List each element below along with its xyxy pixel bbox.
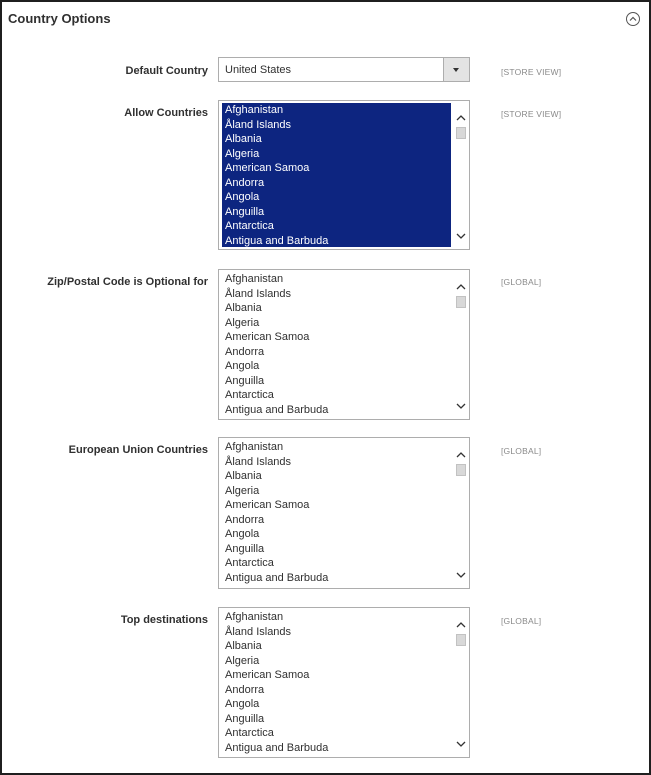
- scrollbar[interactable]: [454, 103, 468, 247]
- top-destinations-options: [222, 610, 451, 755]
- scroll-thumb[interactable]: [456, 464, 466, 476]
- option-item[interactable]: Åland Islands: [225, 118, 292, 131]
- option-item[interactable]: Antarctica: [225, 557, 274, 569]
- option-item[interactable]: Åland Islands: [225, 455, 292, 468]
- option-item[interactable]: Albania: [225, 470, 262, 482]
- scroll-up-icon[interactable]: [456, 450, 466, 460]
- option-item[interactable]: Angola: [225, 698, 260, 710]
- option-item[interactable]: American Samoa: [225, 499, 310, 511]
- scroll-up-icon[interactable]: [456, 282, 466, 292]
- option-item[interactable]: Afghanistan: [225, 611, 284, 623]
- default-country-select[interactable]: [218, 57, 470, 82]
- option-item[interactable]: American Samoa: [225, 162, 310, 174]
- allow-countries-scope: [STORE VIEW]: [501, 109, 562, 119]
- option-item[interactable]: Antigua and Barbuda: [225, 741, 329, 754]
- default-country-label: Default Country: [125, 65, 208, 77]
- scroll-down-icon[interactable]: [456, 231, 466, 241]
- allow-countries-multiselect[interactable]: [218, 100, 470, 250]
- option-item[interactable]: Algeria: [225, 654, 260, 667]
- option-item[interactable]: Antarctica: [225, 727, 274, 739]
- option-item[interactable]: Afghanistan: [225, 441, 284, 453]
- option-item[interactable]: Andorra: [225, 513, 265, 526]
- zip-optional-multiselect[interactable]: [218, 269, 470, 420]
- option-item[interactable]: American Samoa: [225, 331, 310, 343]
- option-item[interactable]: Albania: [225, 302, 262, 314]
- option-item[interactable]: Åland Islands: [225, 625, 292, 638]
- chevron-down-icon[interactable]: [443, 58, 469, 81]
- scroll-down-icon[interactable]: [456, 739, 466, 749]
- scrollbar[interactable]: [454, 440, 468, 586]
- scrollbar[interactable]: [454, 272, 468, 417]
- option-item[interactable]: Åland Islands: [225, 287, 292, 300]
- allow-countries-options: [222, 103, 451, 247]
- top-destinations-label: Top destinations: [120, 614, 208, 626]
- option-item[interactable]: Andorra: [225, 345, 265, 358]
- zip-optional-options: [222, 272, 451, 417]
- option-item[interactable]: Antigua and Barbuda: [225, 234, 329, 247]
- option-item[interactable]: Anguilla: [225, 712, 265, 725]
- option-item[interactable]: Afghanistan: [225, 273, 284, 285]
- scroll-thumb[interactable]: [456, 296, 466, 308]
- option-item[interactable]: Anguilla: [225, 542, 265, 555]
- section-title: Country Options: [8, 11, 111, 26]
- option-item[interactable]: Antigua and Barbuda: [225, 571, 329, 584]
- option-item[interactable]: Anguilla: [225, 205, 265, 218]
- option-item[interactable]: Albania: [225, 640, 262, 652]
- scroll-down-icon[interactable]: [456, 570, 466, 580]
- option-item[interactable]: Algeria: [225, 484, 260, 497]
- option-item[interactable]: American Samoa: [225, 669, 310, 681]
- scrollbar[interactable]: [454, 610, 468, 755]
- default-country-value: United States: [225, 64, 292, 76]
- option-item[interactable]: Angola: [225, 528, 260, 540]
- allow-countries-label: Allow Countries: [124, 107, 208, 119]
- zip-optional-scope: [GLOBAL]: [501, 277, 542, 287]
- top-destinations-scope: [GLOBAL]: [501, 616, 542, 626]
- zip-optional-label: Zip/Postal Code is Optional for: [47, 276, 208, 288]
- top-destinations-multiselect[interactable]: [218, 607, 470, 758]
- scroll-thumb[interactable]: [456, 634, 466, 646]
- option-item[interactable]: Antarctica: [225, 389, 274, 401]
- scroll-up-icon[interactable]: [456, 620, 466, 630]
- option-item[interactable]: Afghanistan: [225, 104, 284, 116]
- option-item[interactable]: Antarctica: [225, 220, 274, 232]
- option-item[interactable]: Angola: [225, 191, 260, 203]
- option-item[interactable]: Andorra: [225, 683, 265, 696]
- option-item[interactable]: Albania: [225, 133, 262, 145]
- option-item[interactable]: Andorra: [225, 176, 265, 189]
- default-country-scope: [STORE VIEW]: [501, 67, 562, 77]
- option-item[interactable]: Angola: [225, 360, 260, 372]
- chevron-up-circle-icon[interactable]: [626, 12, 640, 26]
- scroll-down-icon[interactable]: [456, 401, 466, 411]
- option-item[interactable]: Anguilla: [225, 374, 265, 387]
- option-item[interactable]: Algeria: [225, 147, 260, 160]
- option-item[interactable]: Algeria: [225, 316, 260, 329]
- eu-countries-label: European Union Countries: [68, 444, 208, 456]
- eu-countries-options: [222, 440, 451, 586]
- eu-countries-multiselect[interactable]: [218, 437, 470, 589]
- scroll-up-icon[interactable]: [456, 113, 466, 123]
- scroll-thumb[interactable]: [456, 127, 466, 139]
- option-item[interactable]: Antigua and Barbuda: [225, 403, 329, 416]
- eu-countries-scope: [GLOBAL]: [501, 446, 542, 456]
- section-header[interactable]: [2, 2, 649, 38]
